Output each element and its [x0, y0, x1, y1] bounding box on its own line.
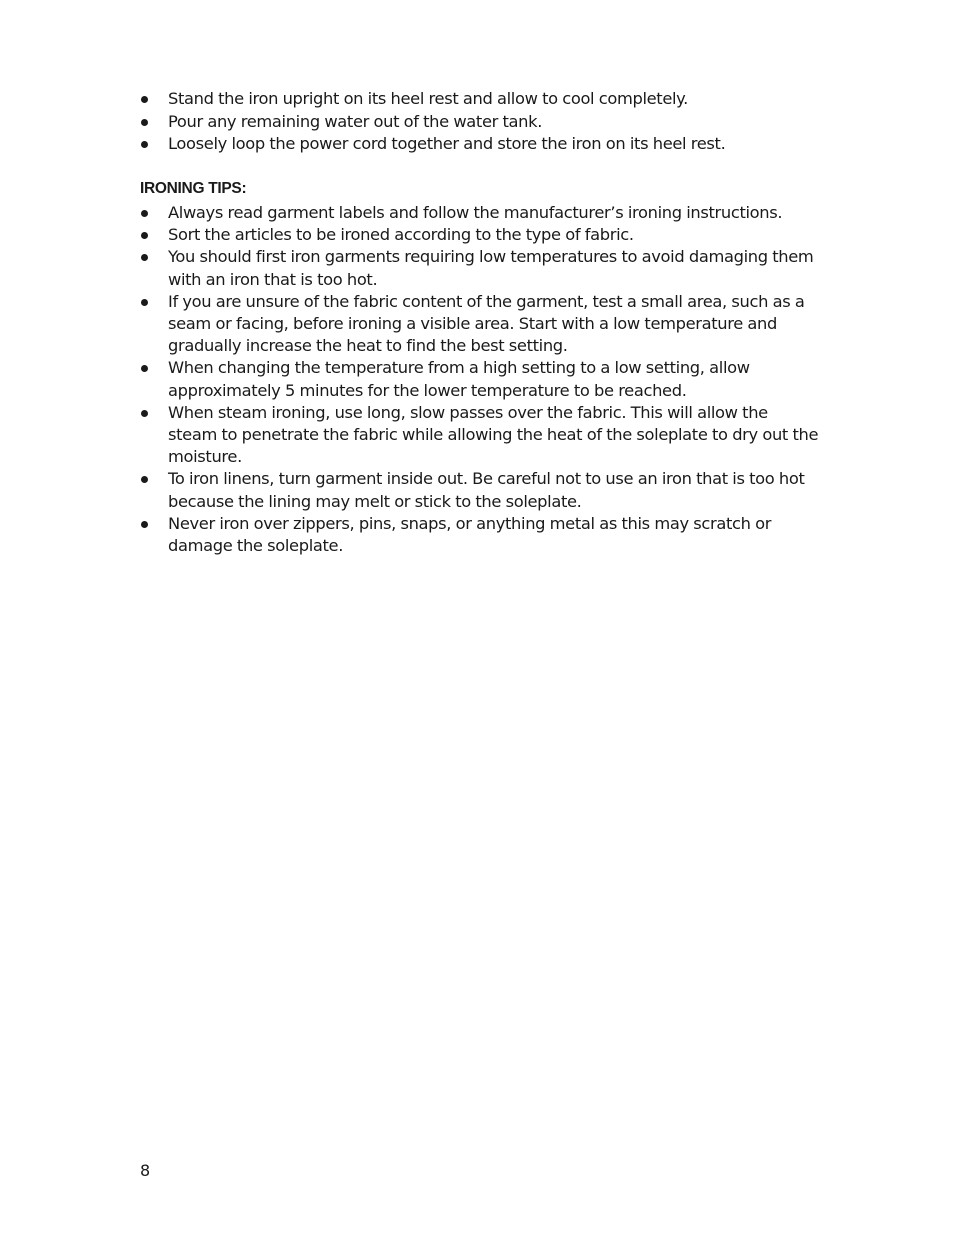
bullet-icon	[141, 141, 148, 148]
ironing-tips-list	[140, 202, 820, 557]
list-item	[140, 246, 820, 290]
list-item	[140, 88, 820, 111]
list-item-text: When steam ironing, use long, slow passes over the fabric. This will allow the steam to penetrate the fabric while allowing the heat of the soleplate to dry out the moisture.	[168, 402, 819, 467]
list-item-text: Loosely loop the power cord together and store the iron on its heel rest.	[168, 134, 726, 153]
bullet-icon	[141, 476, 148, 483]
list-item-text: Sort the articles to be ironed according to the type of fabric.	[168, 225, 634, 245]
bullet-icon	[141, 299, 148, 306]
list-item	[140, 133, 820, 156]
list-item	[140, 291, 820, 358]
ironing-tips-heading: IRONING TIPS:	[140, 180, 247, 197]
list-item-text: When changing the temperature from a high setting to a low setting, allow approximately 5 minutes for the lower temperature to be reached.	[168, 358, 750, 400]
bullet-icon	[141, 521, 148, 528]
list-item	[140, 357, 820, 401]
list-item-text: Always read garment labels and follow the manufacturer’s ironing instructions.	[168, 203, 783, 222]
bullet-icon	[141, 232, 148, 239]
list-item-text: If you are unsure of the fabric content of the garment, test a small area, such as a seam or facing, before ironing a visible area. Start with a low temperature and gradually increase the heat to find the best setting.	[168, 291, 805, 356]
list-item-text: Pour any remaining water out of the water tank.	[168, 111, 543, 131]
list-item	[140, 111, 820, 134]
bullet-icon	[141, 254, 148, 261]
bullet-icon	[141, 119, 148, 126]
list-item-text: You should first iron garments requiring low temperatures to avoid damaging them with an iron that is too hot.	[168, 247, 814, 289]
bullet-icon	[141, 210, 148, 217]
list-item-text: Stand the iron upright on its heel rest and allow to cool completely.	[168, 89, 688, 108]
list-item	[140, 468, 820, 512]
list-item	[140, 224, 820, 246]
list-item-text: Never iron over zippers, pins, snaps, or anything metal as this may scratch or damage the soleplate.	[168, 513, 772, 556]
bullet-icon	[141, 96, 148, 103]
bullet-icon	[141, 410, 148, 417]
list-item	[140, 202, 820, 224]
page-number: 8	[140, 1161, 151, 1180]
list-item	[140, 513, 820, 557]
storage-steps-list	[140, 88, 820, 156]
list-item	[140, 402, 820, 469]
list-item-text: To iron linens, turn garment inside out. Be careful not to use an iron that is too hot because the lining may melt or stick to the soleplate.	[168, 469, 805, 511]
bullet-icon	[141, 365, 148, 372]
